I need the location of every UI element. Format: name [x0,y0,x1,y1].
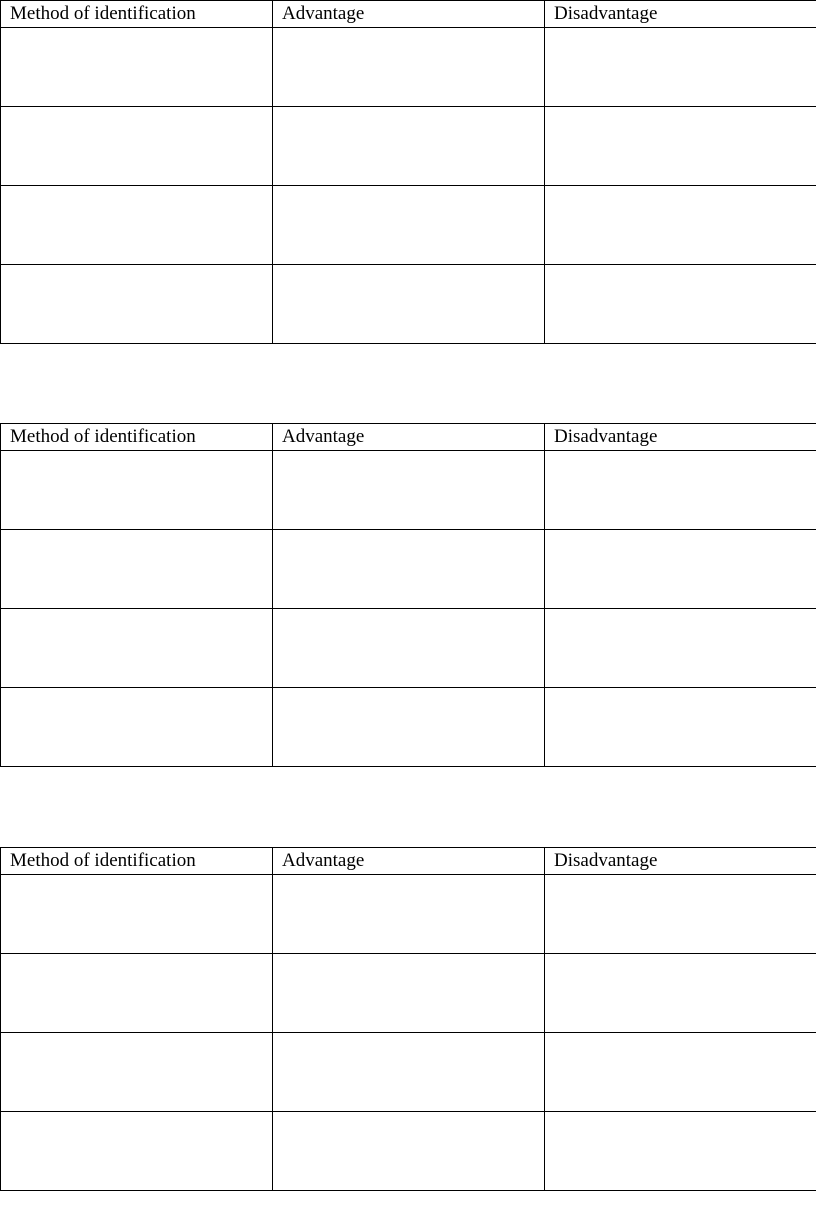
advantage-cell[interactable] [273,28,545,107]
disadvantage-cell[interactable] [545,107,816,186]
disadvantage-cell[interactable] [545,186,816,265]
header-disadvantage: Disadvantage [545,1,816,28]
worksheet-table-1 [0,0,816,344]
disadvantage-cell[interactable] [545,530,816,609]
worksheet-table-3 [0,847,816,1191]
header-method: Method of identification [1,424,273,451]
table-row [1,688,816,767]
advantage-cell[interactable] [273,609,545,688]
disadvantage-cell[interactable] [545,1112,816,1191]
advantage-cell[interactable] [273,186,545,265]
method-cell[interactable] [1,107,273,186]
table-row [1,530,816,609]
worksheet-table-2 [0,423,816,767]
method-cell[interactable] [1,954,273,1033]
advantage-cell[interactable] [273,688,545,767]
header-disadvantage: Disadvantage [545,424,816,451]
table-header-row [1,424,816,451]
table-row [1,954,816,1033]
disadvantage-cell[interactable] [545,1033,816,1112]
table-row [1,186,816,265]
disadvantage-cell[interactable] [545,451,816,530]
method-cell[interactable] [1,688,273,767]
disadvantage-cell[interactable] [545,265,816,344]
table-row [1,1112,816,1191]
table-row [1,875,816,954]
method-cell[interactable] [1,1112,273,1191]
table-row [1,265,816,344]
header-method: Method of identification [1,848,273,875]
header-disadvantage: Disadvantage [545,848,816,875]
advantage-cell[interactable] [273,530,545,609]
table-row [1,28,816,107]
method-cell[interactable] [1,1033,273,1112]
advantage-cell[interactable] [273,1112,545,1191]
disadvantage-cell[interactable] [545,688,816,767]
method-cell[interactable] [1,609,273,688]
method-cell[interactable] [1,530,273,609]
method-cell[interactable] [1,875,273,954]
header-advantage: Advantage [273,424,545,451]
method-cell[interactable] [1,186,273,265]
table-row [1,609,816,688]
method-cell[interactable] [1,451,273,530]
advantage-cell[interactable] [273,1033,545,1112]
advantage-cell[interactable] [273,107,545,186]
disadvantage-cell[interactable] [545,954,816,1033]
table-header-row [1,1,816,28]
table-header-row [1,848,816,875]
method-cell[interactable] [1,28,273,107]
advantage-cell[interactable] [273,265,545,344]
method-cell[interactable] [1,265,273,344]
header-method: Method of identification [1,1,273,28]
disadvantage-cell[interactable] [545,875,816,954]
advantage-cell[interactable] [273,875,545,954]
disadvantage-cell[interactable] [545,609,816,688]
advantage-cell[interactable] [273,954,545,1033]
disadvantage-cell[interactable] [545,28,816,107]
header-advantage: Advantage [273,1,545,28]
header-advantage: Advantage [273,848,545,875]
table-row [1,1033,816,1112]
table-row [1,451,816,530]
table-row [1,107,816,186]
advantage-cell[interactable] [273,451,545,530]
